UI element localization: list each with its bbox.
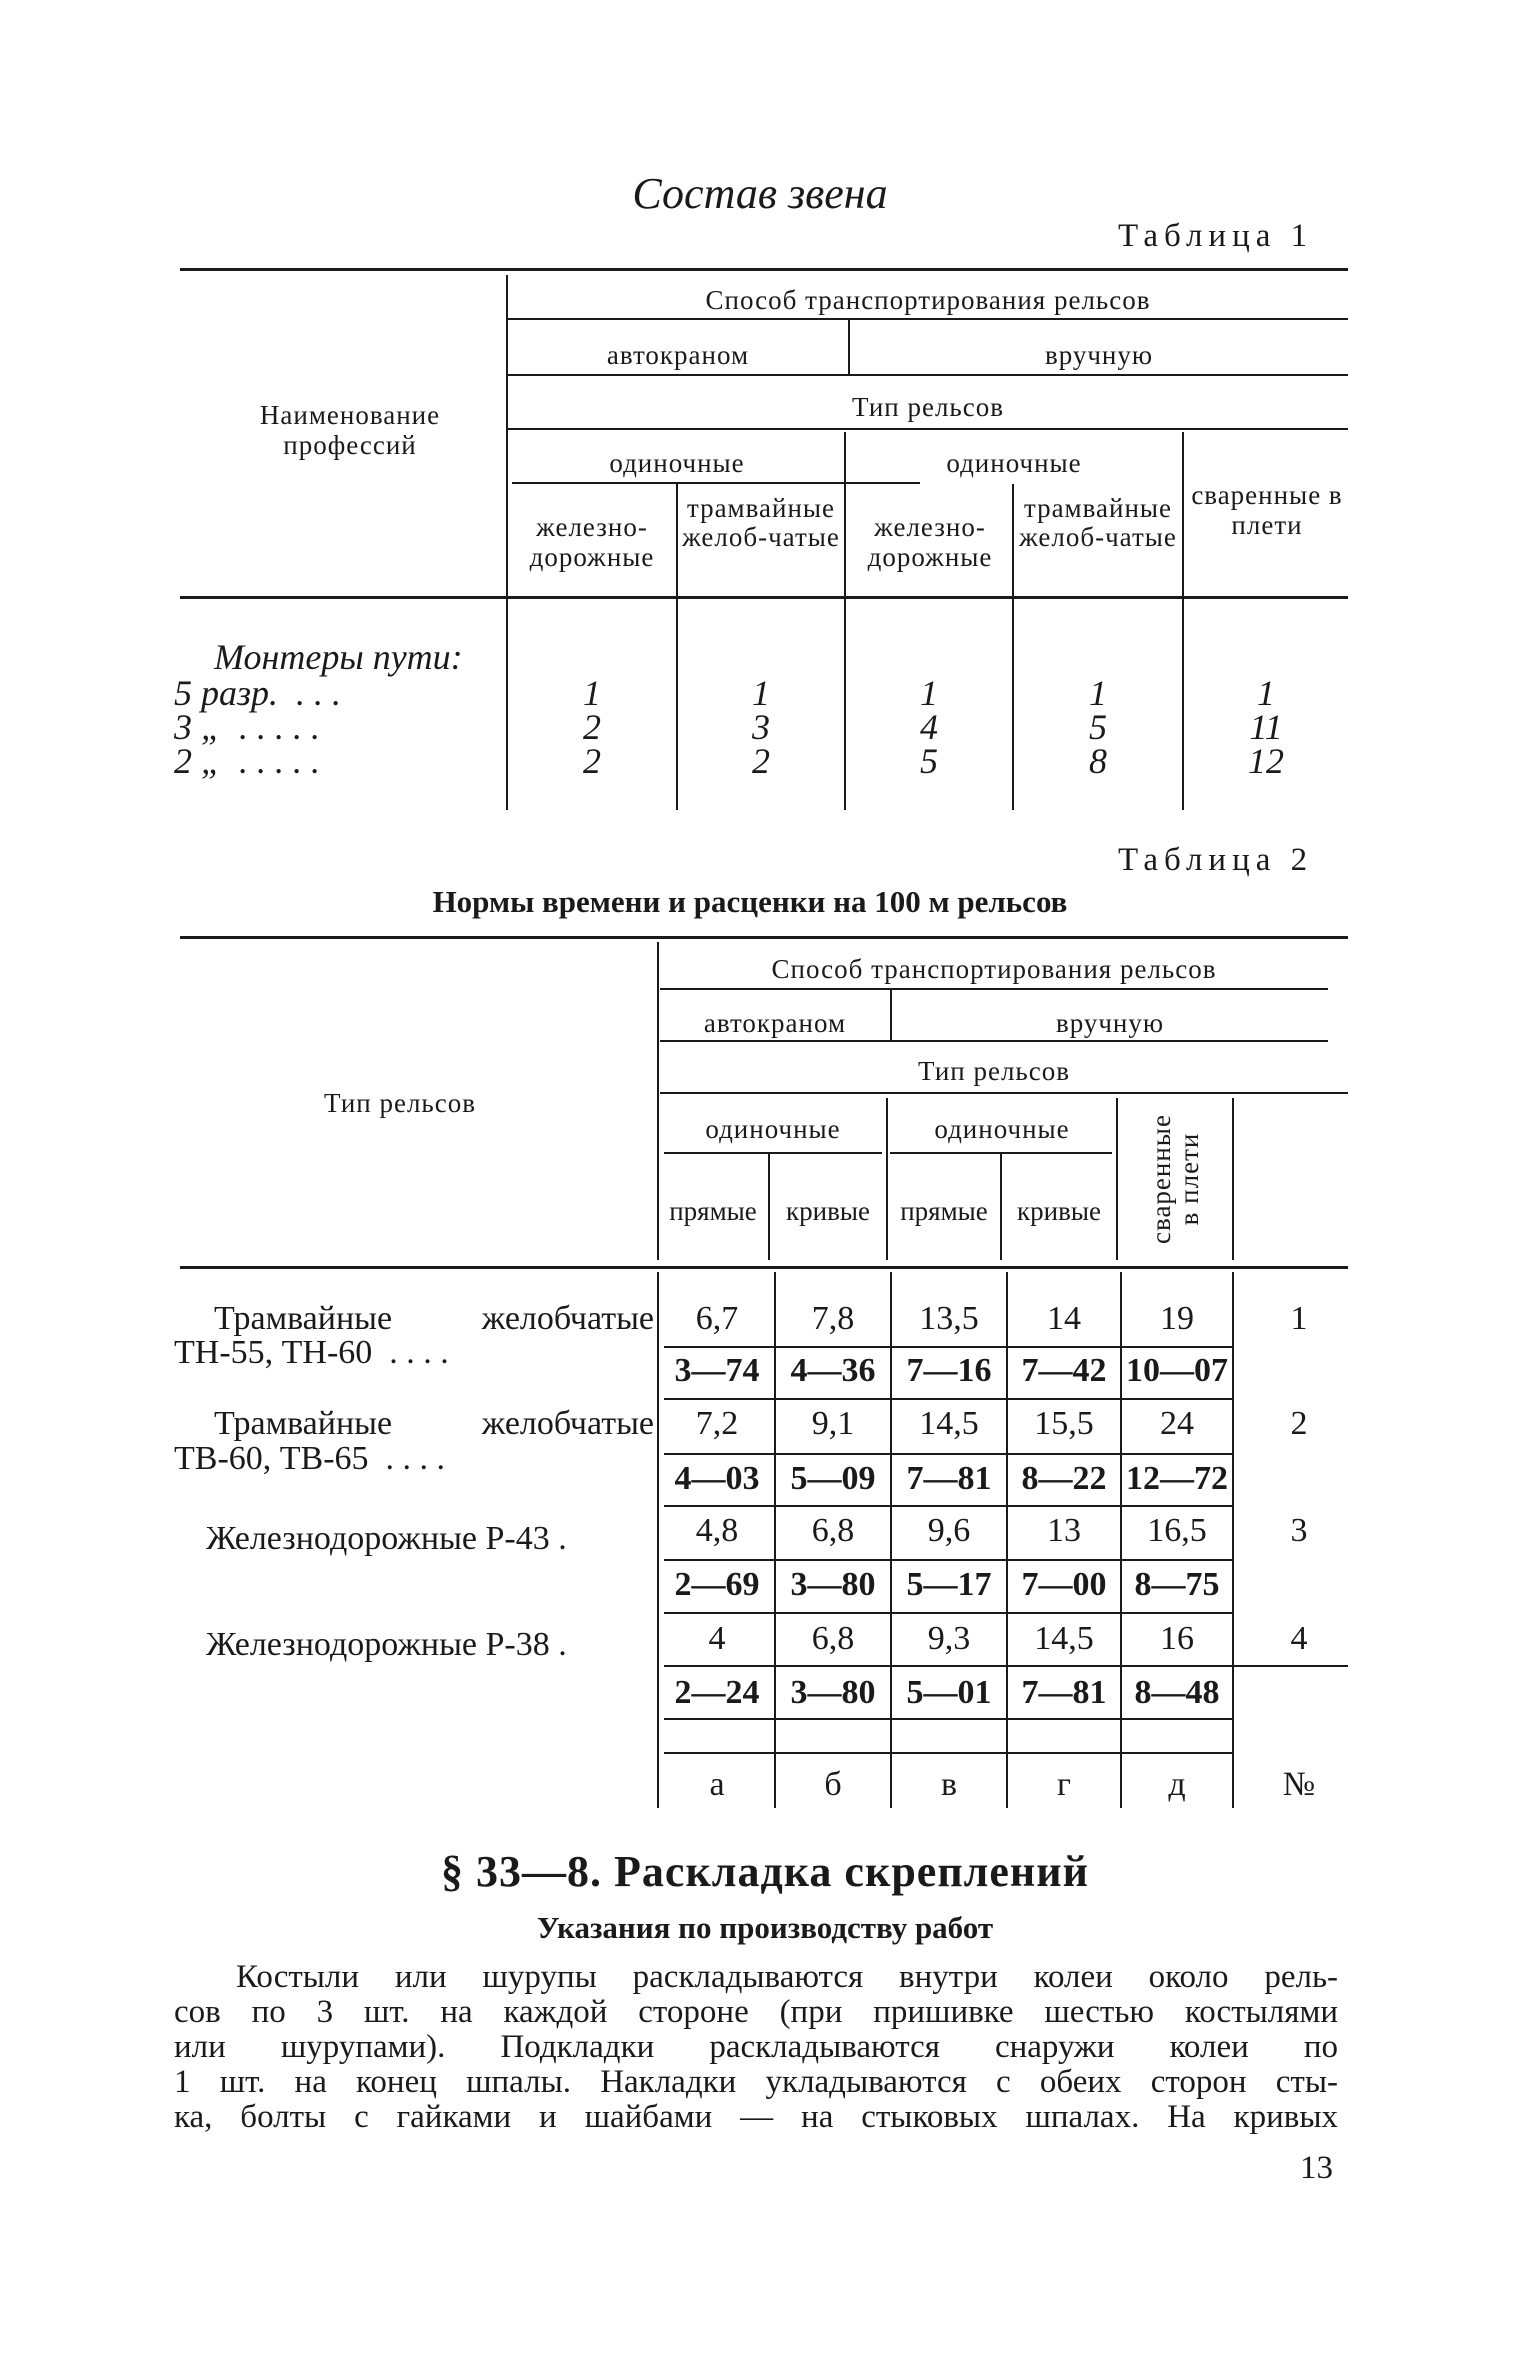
t2-price: 5—17 [906, 1566, 992, 1603]
t2-norm: 6,7 [695, 1300, 739, 1337]
t2-price: 4—36 [790, 1352, 876, 1389]
t2-row-number: 3 [1290, 1512, 1308, 1549]
t2-footer-col: г [1057, 1766, 1071, 1803]
t2-row-number: 1 [1290, 1300, 1308, 1337]
body-line: Костыли или шурупы раскладываются внутри колеи около рель- [236, 1959, 1338, 1995]
t2-norm: 16,5 [1147, 1512, 1207, 1549]
t2-norm: 14,5 [919, 1405, 979, 1442]
t2-footer-col: д [1168, 1766, 1186, 1803]
section-heading: § 33—8. Раскладка скреплений [441, 1847, 1089, 1896]
body-line: ка, болты с гайками и шайбами — на стыковых шпалах. На кривых [174, 2099, 1338, 2135]
t2-row-name: ТВ-60, ТВ-65 . . . . [174, 1440, 446, 1477]
t2-norm: 6,8 [811, 1512, 855, 1549]
t2-row-name: ТН-55, ТН-60 . . . . [174, 1334, 449, 1371]
t2-norm: 16 [1160, 1620, 1194, 1657]
t2-row-name: Трамвайные желобчатые [214, 1300, 654, 1337]
t1-cell: 5 [1089, 707, 1107, 747]
t2-price: 5—01 [906, 1674, 992, 1711]
body-line: 1 шт. на конец шпалы. Накладки укладываются с обеих сторон сты- [174, 2064, 1338, 2100]
t2-price: 7—16 [906, 1352, 992, 1389]
body-line: сов по 3 шт. на каждой стороне (при пришивке шестью костылями [174, 1994, 1338, 2030]
t2-rail-type: Тип рельсов [918, 1056, 1070, 1086]
t1-cell: 12 [1248, 741, 1284, 781]
t2-price: 7—00 [1021, 1566, 1107, 1603]
section-body [174, 1960, 1338, 2135]
t2-price: 2—24 [674, 1674, 760, 1711]
t2-price: 8—48 [1134, 1674, 1220, 1711]
t2-straight-crane: прямые [669, 1196, 757, 1226]
t1-cell: 1 [1257, 673, 1275, 713]
table1-label: Таблица 1 [1118, 218, 1314, 254]
t2-by-hand: вручную [1055, 1008, 1165, 1038]
t2-single-crane: одиночные [705, 1114, 841, 1144]
t2-price: 7—81 [1021, 1674, 1107, 1711]
t2-row-name: Трамвайные желобчатые [214, 1405, 654, 1442]
page-number: 13 [1300, 2150, 1333, 2186]
t2-price: 3—74 [674, 1352, 760, 1389]
t2-col-method: Способ транспортирования рельсов [771, 954, 1217, 984]
t2-welded: сваренные в плети [1146, 1114, 1204, 1244]
t1-tram-hand: трамвайные желоб-чатые [1019, 493, 1177, 552]
t1-railway-hand: железно-дорожные [867, 512, 993, 572]
t2-row-name: Железнодорожные Р-38 . [206, 1626, 567, 1663]
t1-welded: сваренные в плети [1191, 480, 1343, 540]
table2-title: Нормы времени и расценки на 100 м рельсов [432, 884, 1068, 919]
t1-cell: 4 [920, 707, 938, 747]
t2-straight-hand: прямые [900, 1196, 988, 1226]
section-subheading: Указания по производству работ [536, 1910, 994, 1945]
t2-norm: 4,8 [695, 1512, 739, 1549]
t2-price: 2—69 [674, 1566, 760, 1603]
table2-label: Таблица 2 [1118, 842, 1314, 878]
t1-railway-crane: железно-дорожные [529, 512, 655, 572]
t1-cell: 3 [752, 707, 770, 747]
t1-single-crane: одиночные [609, 448, 745, 478]
t2-norm: 13 [1047, 1512, 1081, 1549]
t1-col-profession: Наименование профессий [259, 400, 441, 460]
t1-single-hand: одиночные [946, 448, 1082, 478]
t2-price: 4—03 [674, 1460, 760, 1497]
t2-norm: 24 [1160, 1405, 1194, 1442]
t1-cell: 11 [1249, 707, 1283, 747]
t2-curved-hand: кривые [1017, 1196, 1101, 1226]
t1-cell: 1 [583, 673, 601, 713]
t1-col-method: Способ транспортирования рельсов [705, 285, 1151, 315]
t2-row-number: 2 [1290, 1405, 1308, 1442]
t2-price: 8—22 [1021, 1460, 1107, 1497]
t2-norm: 7,8 [811, 1300, 855, 1337]
t2-norm: 7,2 [695, 1405, 739, 1442]
t1-tram-crane: трамвайные желоб-чатые [682, 493, 840, 552]
t1-row-label: 2 „ . . . . . [174, 741, 321, 781]
t2-col-rail-type: Тип рельсов [324, 1088, 476, 1118]
t2-norm: 9,3 [927, 1620, 971, 1657]
t1-rail-type: Тип рельсов [852, 392, 1004, 422]
t1-by-hand: вручную [1044, 340, 1154, 370]
t2-price: 10—07 [1126, 1352, 1228, 1389]
t2-norm: 19 [1160, 1300, 1194, 1337]
t2-row-name: Железнодорожные Р-43 . [206, 1520, 567, 1557]
t2-norm: 6,8 [811, 1620, 855, 1657]
t1-rows-heading: Монтеры пути: [214, 637, 463, 677]
t2-price: 3—80 [790, 1566, 876, 1603]
t1-cell: 1 [920, 673, 938, 713]
t2-price: 5—09 [790, 1460, 876, 1497]
table1-title: Состав звена [632, 169, 888, 218]
t2-by-crane: автокраном [703, 1008, 847, 1038]
t2-curved-crane: кривые [786, 1196, 870, 1226]
t2-price: 7—42 [1021, 1352, 1107, 1389]
t2-footer-col: № [1282, 1766, 1316, 1803]
t2-norm: 9,6 [927, 1512, 971, 1549]
t2-price: 8—75 [1134, 1566, 1220, 1603]
t2-norm: 14 [1047, 1300, 1081, 1337]
t2-row-number: 4 [1290, 1620, 1308, 1657]
t2-price: 7—81 [906, 1460, 992, 1497]
t1-row-label: 5 разр. . . . [174, 673, 342, 713]
t2-norm: 15,5 [1034, 1405, 1094, 1442]
t2-footer-col: в [940, 1766, 958, 1803]
t2-price: 3—80 [790, 1674, 876, 1711]
t2-single-hand: одиночные [934, 1114, 1070, 1144]
t2-norm: 4 [708, 1620, 726, 1657]
t2-price: 12—72 [1126, 1460, 1228, 1497]
t1-row-label: 3 „ . . . . . [174, 707, 321, 747]
t2-norm: 14,5 [1034, 1620, 1094, 1657]
t1-cell: 2 [752, 741, 770, 781]
t2-norm: 9,1 [811, 1405, 855, 1442]
t1-cell: 2 [583, 707, 601, 747]
t1-by-crane: автокраном [606, 340, 750, 370]
body-line: или шурупами). Подкладки раскладываются снаружи колеи по [174, 2029, 1338, 2065]
t2-footer-col: б [824, 1766, 842, 1803]
t1-cell: 2 [583, 741, 601, 781]
t1-cell: 1 [752, 673, 770, 713]
t2-norm: 13,5 [919, 1300, 979, 1337]
t2-footer-col: а [709, 1766, 725, 1803]
t1-cell: 1 [1089, 673, 1107, 713]
t1-cell: 8 [1089, 741, 1107, 781]
t1-cell: 5 [920, 741, 938, 781]
